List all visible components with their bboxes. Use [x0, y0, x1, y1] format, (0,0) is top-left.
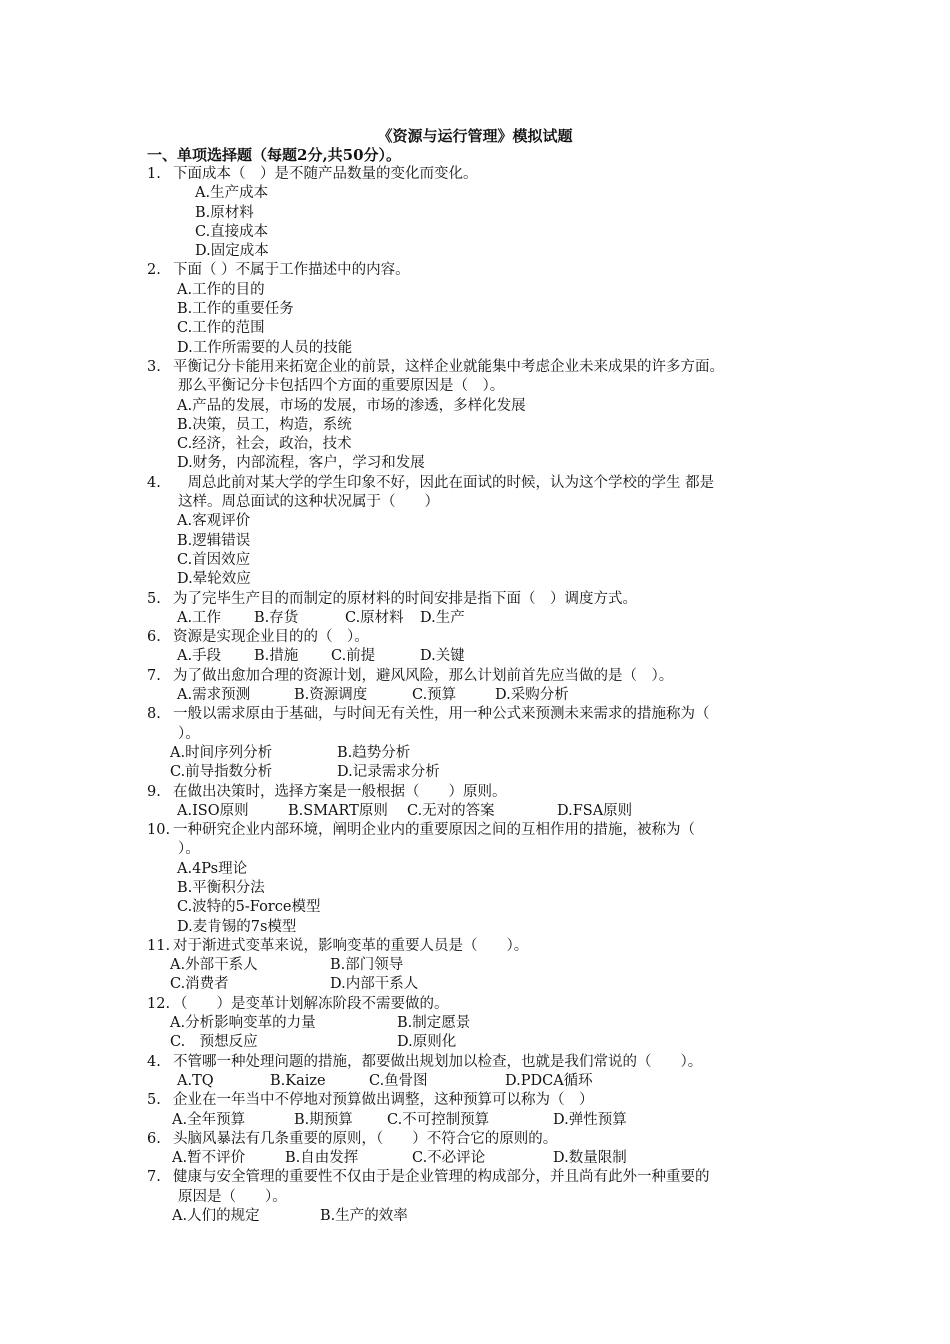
question-item	[0, 1168, 950, 1226]
option-row	[172, 1149, 950, 1168]
answer-option: A.工作的目的	[177, 281, 265, 298]
answer-option: A.TQ	[177, 1072, 214, 1089]
option-row	[177, 647, 950, 666]
answer-option: A.人们的规定	[172, 1208, 260, 1225]
answer-option: A.4Ps理论	[177, 860, 248, 877]
answer-option: C.前导指数分析	[170, 764, 273, 781]
question-stem	[173, 474, 823, 513]
option-row	[170, 975, 950, 994]
question-stem	[173, 937, 823, 956]
question-number: 6.	[147, 629, 161, 646]
question-number: 7.	[147, 667, 161, 684]
option-row	[177, 1072, 950, 1091]
question-item	[0, 1091, 950, 1130]
question-item	[0, 705, 950, 782]
option-row	[177, 686, 950, 705]
answer-option: B.存货	[254, 609, 299, 626]
answer-option: C.不必评论	[412, 1150, 486, 1167]
question-stem-line: 为了做出愈加合理的资源计划，避风风险，那么计划前首先应当做的是（ ）。	[173, 667, 674, 684]
question-number: 9.	[147, 783, 161, 800]
question-stem-line: 这样。周总面试的这种状况属于（ ）	[178, 494, 439, 511]
answer-option: A.分析影响变革的力量	[170, 1015, 316, 1032]
answer-option: A.产品的发展，市场的发展，市场的渗透，多样化发展	[177, 397, 526, 414]
answer-option: D.关键	[420, 648, 465, 665]
option-row	[172, 1111, 950, 1130]
question-item	[0, 995, 950, 1053]
question-item	[0, 628, 950, 667]
answer-option: C.经济，社会，政治，技术	[177, 436, 352, 453]
answer-option: C.工作的范围	[177, 320, 265, 337]
question-number: 8.	[147, 706, 161, 723]
option-row	[177, 802, 950, 821]
answer-option: B.决策，员工，构造，系统	[177, 416, 352, 433]
answer-option: B.Kaize	[270, 1072, 326, 1089]
question-item	[0, 165, 950, 261]
question-stem	[173, 667, 823, 686]
answer-option: B.生产的效率	[320, 1208, 408, 1225]
question-number: 1.	[147, 166, 161, 182]
option-row	[172, 1207, 950, 1226]
answer-option: B.措施	[254, 648, 299, 665]
question-item	[0, 358, 950, 474]
answer-option: A.暂不评价	[172, 1150, 246, 1167]
answer-option: A.需求预测	[177, 687, 251, 704]
question-item	[0, 1053, 950, 1092]
question-stem-line: 为了完毕生产目的而制定的原材料的时间安排是指下面（ ）调度方式。	[173, 590, 637, 607]
question-stem	[173, 995, 823, 1014]
answer-option: C.原材料	[345, 609, 404, 626]
question-item	[0, 474, 950, 590]
question-item	[0, 261, 950, 357]
question-stem	[173, 628, 823, 647]
answer-option: B.SMART原则	[288, 802, 388, 819]
question-stem-line: 资源是实现企业目的的（ ）。	[173, 629, 369, 646]
question-stem-line: 健康与安全管理的重要性不仅由于是企业管理的构成部分，并且尚有此外一种重要的	[173, 1169, 710, 1186]
question-number: 5.	[147, 590, 161, 607]
question-stem-line: 周总此前对某大学的学生印象不好，因此在面试的时候，认为这个学校的学生 都是	[173, 474, 715, 491]
answer-option: D.内部干系人	[330, 976, 419, 993]
answer-option: A.工作	[177, 609, 222, 626]
answer-option: D.PDCA循环	[505, 1072, 593, 1089]
answer-option: B.自由发挥	[285, 1150, 359, 1167]
question-stem	[173, 165, 823, 184]
question-number: 10.	[147, 822, 171, 839]
question-stem-line: ）。	[178, 841, 200, 858]
answer-option: C.前提	[331, 648, 376, 665]
answer-option: D.FSA原则	[557, 802, 633, 819]
question-stem	[173, 261, 823, 280]
answer-option: D.采购分析	[495, 687, 569, 704]
question-item	[0, 937, 950, 995]
question-stem	[173, 1053, 823, 1072]
question-item	[0, 667, 950, 706]
section-heading: 一、单项选择题（每题2分,共50分）。	[147, 146, 402, 164]
option-list	[177, 512, 950, 589]
answer-option: D.数量限制	[553, 1150, 627, 1167]
answer-option: A.生产成本	[195, 185, 269, 202]
answer-option: D.生产	[420, 609, 465, 626]
question-number: 11.	[147, 937, 171, 954]
option-list	[195, 184, 950, 261]
answer-option: B.工作的重要任务	[177, 301, 294, 318]
question-stem-line: ）。	[178, 725, 200, 742]
answer-option: D.弹性预算	[553, 1111, 627, 1128]
answer-option: D.工作所需要的人员的技能	[177, 339, 353, 356]
question-number: 5.	[147, 1092, 161, 1109]
answer-option: B.部门领导	[330, 957, 404, 974]
answer-option: A.手段	[177, 648, 222, 665]
question-item	[0, 590, 950, 629]
answer-option: A.外部干系人	[170, 957, 258, 974]
question-number: 6.	[147, 1130, 161, 1147]
answer-option: B.期预算	[294, 1111, 353, 1128]
answer-option: C.直接成本	[195, 223, 269, 240]
answer-option: A.时间序列分析	[170, 744, 273, 761]
answer-option: A.客观评价	[177, 513, 251, 530]
question-item	[0, 821, 950, 937]
option-row	[170, 1014, 950, 1033]
answer-option: B.趋势分析	[337, 744, 411, 761]
answer-option: C.鱼骨图	[369, 1072, 428, 1089]
answer-option: D.财务，内部流程，客户，学习和发展	[177, 455, 425, 472]
question-stem-line: 一般以需求原由于基础，与时间无有关性，用一种公式来预测未来需求的措施称为（	[173, 706, 710, 723]
question-stem	[173, 821, 823, 860]
question-number: 7.	[147, 1169, 161, 1186]
question-stem	[173, 590, 823, 609]
answer-option: A.ISO原则	[177, 802, 249, 819]
question-stem	[173, 705, 823, 744]
answer-option: D.原则化	[397, 1034, 457, 1051]
question-number: 12.	[147, 995, 171, 1012]
question-number: 4.	[147, 1053, 161, 1070]
option-row	[170, 956, 950, 975]
question-stem-line: 企业在一年当中不停地对预算做出调整，这种预算可以称为（ ）	[173, 1092, 594, 1109]
option-list	[177, 860, 950, 937]
option-row	[177, 609, 950, 628]
answer-option: D.麦肯锡的7s模型	[177, 918, 297, 935]
question-stem-line: 平衡记分卡能用来拓宽企业的前景，这样企业就能集中考虑企业未来成果的许多方面。	[173, 358, 724, 375]
question-stem-line: 一种研究企业内部环境，阐明企业内的重要原因之间的互相作用的措施，被称为（	[173, 822, 695, 839]
answer-option: C.预算	[412, 687, 457, 704]
answer-option: D.记录需求分析	[337, 764, 440, 781]
answer-option: B.平衡积分法	[177, 879, 265, 896]
question-stem-line: 下面（ ）不属于工作描述中的内容。	[173, 262, 410, 279]
option-row	[170, 1033, 950, 1052]
question-stem-line: （ ）是变革计划解冻阶段不需要做的。	[173, 995, 449, 1012]
question-list	[0, 165, 950, 1226]
question-stem	[173, 1130, 823, 1149]
question-number: 2.	[147, 262, 161, 279]
question-item	[0, 783, 950, 822]
answer-option: C.消费者	[170, 976, 229, 993]
answer-option: D.晕轮效应	[177, 571, 251, 588]
question-stem-line: 在做出决策时，选择方案是一般根据（ ）原则。	[173, 783, 507, 800]
question-stem	[173, 783, 823, 802]
answer-option: B.逻辑错误	[177, 532, 251, 549]
question-stem-line: 那么平衡记分卡包括四个方面的重要原因是（ ）。	[178, 378, 505, 395]
question-stem-line: 对于渐进式变革来说，影响变革的重要人员是（ ）。	[173, 937, 529, 954]
answer-option: B.资源调度	[294, 687, 368, 704]
option-row	[170, 744, 950, 763]
question-stem	[173, 358, 823, 397]
question-number: 3.	[147, 358, 161, 375]
answer-option: A.全年预算	[172, 1111, 246, 1128]
answer-option: B.制定愿景	[397, 1015, 471, 1032]
answer-option: C.首因效应	[177, 551, 251, 568]
question-stem	[173, 1091, 823, 1110]
question-stem-line: 头脑风暴法有几条重要的原则，（ ）不符合它的原则的。	[173, 1130, 558, 1147]
answer-option: C. 预想反应	[170, 1034, 258, 1051]
question-stem-line: 下面成本（ ）是不随产品数量的变化而变化。	[173, 166, 478, 182]
answer-option: C.波特的5-Force模型	[177, 899, 321, 916]
page-title: 《资源与运行管理》模拟试题	[377, 127, 573, 145]
option-row	[170, 763, 950, 782]
option-list	[177, 397, 950, 474]
question-item	[0, 1130, 950, 1169]
option-list	[177, 281, 950, 358]
question-stem-line: 原因是（ ）。	[178, 1188, 287, 1205]
answer-option: C.无对的答案	[407, 802, 495, 819]
answer-option: D.固定成本	[195, 243, 269, 260]
answer-option: B.原材料	[195, 204, 254, 221]
question-stem-line: 不管哪一种处理问题的措施，都要做出规划加以检查，也就是我们常说的（ ）。	[173, 1053, 703, 1070]
answer-option: C.不可控制预算	[387, 1111, 490, 1128]
question-number: 4.	[147, 474, 161, 491]
question-stem	[173, 1168, 823, 1207]
